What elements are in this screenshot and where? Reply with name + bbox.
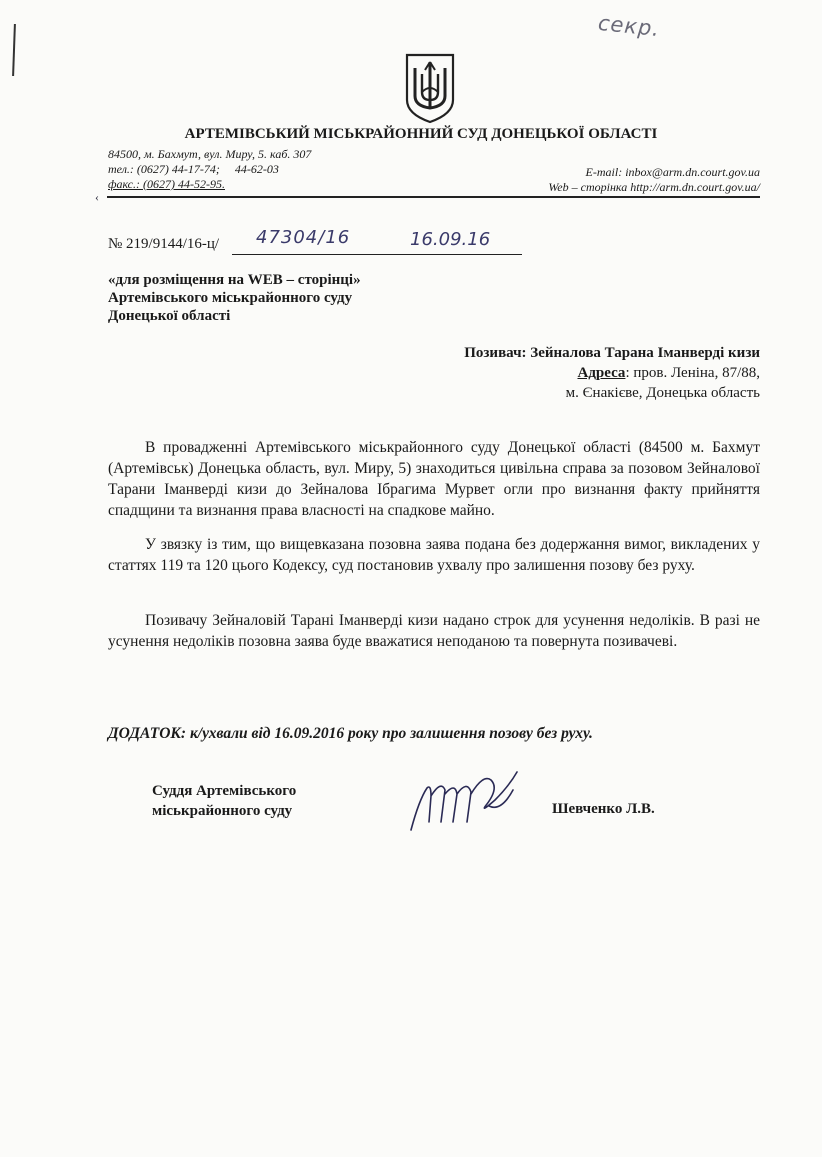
pen-tick-mark: ‹ — [95, 190, 99, 204]
court-name: АРТЕМІВСЬКИЙ МІСЬКРАЙОННИЙ СУД ДОНЕЦЬКОЇ ОБЛАСТІ — [184, 126, 658, 142]
court-fax: факс.: (0627) 44-52-95. — [108, 177, 225, 191]
claimant-block — [464, 343, 760, 403]
claimant-city: м. Єнакієве, Донецька область — [565, 385, 760, 401]
address-label: Адреса — [577, 365, 626, 381]
judge-title-line: міськрайонного суду — [152, 803, 293, 819]
handwritten-signature — [405, 760, 535, 840]
claimant-address-line — [464, 363, 760, 383]
handwritten-outgoing-number: 47304/16 — [256, 227, 351, 248]
claimant-name: Зейналова Тарана Іманверді кизи — [530, 345, 760, 361]
address-value: : пров. Леніна, 87/88, — [625, 365, 760, 381]
recipient-block — [108, 271, 361, 325]
margin-pen-mark — [12, 24, 16, 76]
paragraph: Позивачу Зейналовій Тарані Іманверді кизи надано строк для усунення недоліків. В разі не усунення недоліків позовна заява буде вважатися неподаною та повернута позивачеві. — [108, 612, 760, 650]
header-divider — [107, 196, 760, 198]
case-number: № 219/9144/16-ц/ — [108, 236, 220, 252]
judge-name: Шевченко Л.В. — [552, 801, 655, 817]
case-number-underline — [232, 254, 522, 255]
claimant-name-line — [464, 343, 760, 363]
judge-title-line: Суддя Артемівського — [152, 783, 297, 799]
recipient-line: Донецької області — [108, 308, 231, 324]
judge-title — [152, 781, 296, 821]
recipient-line: «для розміщення на WEB – сторінці» — [108, 272, 361, 288]
court-web: Web – сторінка http://arm.dn.court.gov.ua/ — [548, 180, 760, 194]
court-contacts-right — [460, 165, 760, 195]
addendum: ДОДАТОК: к/ухвали від 16.09.2016 року про залишення позову без руху. — [108, 725, 593, 742]
handwritten-date: 16.09.16 — [410, 229, 491, 250]
court-email: E-mail: inbox@arm.dn.court.gov.ua — [585, 165, 760, 179]
court-address: 84500, м. Бахмут, вул. Миру, 5. каб. 307 — [108, 147, 312, 161]
paragraph: В провадженні Артемівського міськрайонного суду Донецької області (84500 м. Бахмут (Артемівськ) Донецька область, вул. Миру, 5) знаходиться цивільна справа за позовом Зейналової Тарани Іманверді кизи до Зейналова Ібрагима Мурвет огли про визнання факту прийняття спадщини та визнання права власності на спадкове майно. — [108, 439, 760, 519]
recipient-line: Артемівського міськрайонного суду — [108, 290, 353, 306]
court-phone: тел.: (0627) 44-17-74; 44-62-03 — [108, 162, 279, 176]
paragraph: У звязку із тим, що вищевказана позовна заява подана без додержання вимог, викладених у статтях 119 та 120 цього Кодексу, суд постановив ухвалу про залишення позову без руху. — [108, 536, 760, 574]
coat-of-arms-icon — [403, 52, 457, 124]
court-contacts-left — [108, 147, 311, 192]
claimant-label: Позивач: — [464, 345, 527, 361]
handwritten-note: секр. — [596, 10, 662, 42]
